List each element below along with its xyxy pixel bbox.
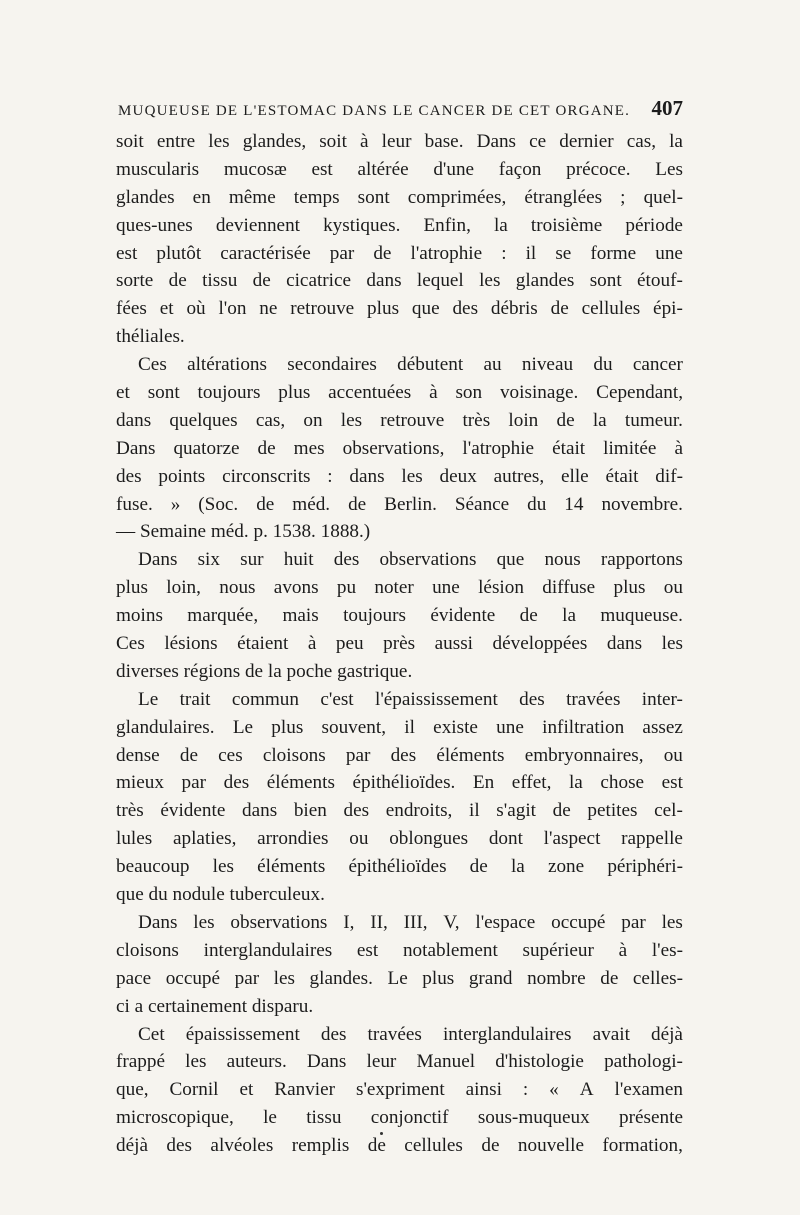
text-line: moins marquée, mais toujours évidente de la muqueuse. xyxy=(116,605,683,627)
text-line: lules aplaties, arrondies ou oblongues dont l'aspect rappelle xyxy=(116,828,683,850)
text-line: Ces altérations secondaires débutent au niveau du cancer xyxy=(138,354,683,376)
text-line: ci a certainement disparu. xyxy=(116,995,314,1017)
text-line: Cet épaississement des travées interglandulaires avait déjà xyxy=(138,1023,683,1045)
text-line: Ces lésions étaient à peu près aussi développées dans les xyxy=(116,633,683,655)
page-header xyxy=(118,96,683,124)
text-line: que du nodule tuberculeux. xyxy=(116,884,325,906)
text-line: frappé les auteurs. Dans leur Manuel d'histologie pathologi- xyxy=(116,1051,683,1073)
text-line: diverses régions de la poche gastrique. xyxy=(116,660,413,682)
text-line: Dans six sur huit des observations que nous rapportons xyxy=(138,549,683,571)
text-line: fuse. » (Soc. de méd. de Berlin. Séance du 14 novembre. xyxy=(116,493,683,515)
ink-speck xyxy=(380,1132,383,1135)
text-line: et sont toujours plus accentuées à son voisinage. Cependant, xyxy=(116,382,683,404)
text-line: fées et où l'on ne retrouve plus que des débris de cellules épi- xyxy=(116,298,683,320)
text-line: très évidente dans bien des endroits, il s'agit de petites cel- xyxy=(116,800,683,822)
text-line: mieux par des éléments épithélioïdes. En effet, la chose est xyxy=(116,772,683,794)
text-line: Dans les observations I, II, III, V, l'espace occupé par les xyxy=(138,911,683,933)
text-line: glandulaires. Le plus souvent, il existe une infiltration assez xyxy=(116,716,683,738)
text-line: glandes en même temps sont comprimées, étranglées ; quel- xyxy=(116,186,683,208)
text-line: beaucoup les éléments épithélioïdes de la zone périphéri- xyxy=(116,856,683,878)
text-line: déjà des alvéoles remplis de cellules de nouvelle formation, xyxy=(116,1135,683,1157)
text-line: microscopique, le tissu conjonctif sous-muqueux présente xyxy=(116,1107,683,1129)
text-line: que, Cornil et Ranvier s'expriment ainsi : « A l'examen xyxy=(116,1079,683,1101)
text-line: pace occupé par les glandes. Le plus grand nombre de celles- xyxy=(116,967,683,989)
text-line: dans quelques cas, on les retrouve très loin de la tumeur. xyxy=(116,409,683,431)
text-line: soit entre les glandes, soit à leur base. Dans ce dernier cas, la xyxy=(116,131,683,152)
text-line: cloisons interglandulaires est notablement supérieur à l'es- xyxy=(116,939,683,961)
text-line: est plutôt caractérisée par de l'atrophie : il se forme une xyxy=(116,242,683,264)
running-title: MUQUEUSE DE L'ESTOMAC DANS LE CANCER DE CET ORGANE. xyxy=(118,103,631,119)
text-line: ques-unes deviennent kystiques. Enfin, la troisième période xyxy=(116,214,683,236)
text-line: Dans quatorze de mes observations, l'atrophie était limitée à xyxy=(116,437,683,459)
text-line: théliales. xyxy=(116,326,185,348)
text-line: sorte de tissu de cicatrice dans lequel les glandes sont étouf- xyxy=(116,270,683,292)
body-text xyxy=(116,128,683,1160)
text-line: muscularis mucosæ est altérée d'une façon précoce. Les xyxy=(116,158,683,180)
text-line: Le trait commun c'est l'épaississement des travées inter- xyxy=(138,688,683,710)
page-number: 407 xyxy=(651,96,683,120)
text-line: dense de ces cloisons par des éléments embryonnaires, ou xyxy=(116,744,683,766)
text-line: des points circonscrits : dans les deux autres, elle était dif- xyxy=(116,465,683,487)
text-line: — Semaine méd. p. 1538. 1888.) xyxy=(116,521,371,543)
text-line: plus loin, nous avons pu noter une lésion diffuse plus ou xyxy=(116,577,683,599)
